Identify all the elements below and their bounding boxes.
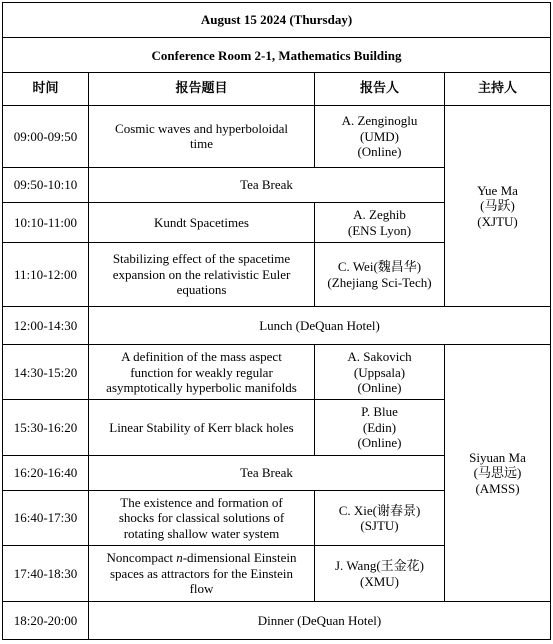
column-header-speaker: 报告人: [315, 73, 445, 105]
talk-title: Cosmic waves and hyperboloidal time: [89, 105, 315, 167]
time-cell: 16:20-16:40: [3, 455, 89, 490]
chair-cell: Siyuan Ma (马思远) (AMSS): [445, 345, 551, 602]
column-header-time: 时间: [3, 73, 89, 105]
table-row: [3, 306, 551, 344]
speaker-cell: C. Xie(谢春景) (SJTU): [315, 491, 445, 546]
speaker-cell: A. Zeghib (ENS Lyon): [315, 203, 445, 243]
talk-title: Linear Stability of Kerr black holes: [89, 400, 315, 455]
talk-title: The existence and formation of shocks for classical solutions of rotating shallow water system: [89, 491, 315, 546]
time-cell: 16:40-17:30: [3, 491, 89, 546]
schedule-table: [2, 2, 551, 640]
lunch-cell: Lunch (DeQuan Hotel): [89, 306, 551, 344]
time-cell: 17:40-18:30: [3, 546, 89, 601]
time-cell: 14:30-15:20: [3, 345, 89, 400]
table-row: [3, 105, 551, 167]
column-header-title: 报告题目: [89, 73, 315, 105]
talk-title-math: n: [176, 550, 183, 566]
room-header: Conference Room 2-1, Mathematics Building: [3, 38, 551, 73]
talk-title-end: -dimensional Einstein spaces as attractors for the Einstein flow: [109, 550, 297, 597]
talk-title: A definition of the mass aspect function for weakly regular asymptotically hyperbolic manifolds: [89, 345, 315, 400]
column-header-chair: 主持人: [445, 73, 551, 105]
time-cell: 09:50-10:10: [3, 168, 89, 203]
speaker-cell: A. Sakovich (Uppsala) (Online): [315, 345, 445, 400]
speaker-cell: A. Zenginoglu (UMD) (Online): [315, 105, 445, 167]
table-row: [3, 345, 551, 400]
time-cell: 09:00-09:50: [3, 105, 89, 167]
speaker-cell: C. Wei(魏昌华) (Zhejiang Sci-Tech): [315, 243, 445, 306]
table-row: [3, 601, 551, 639]
chair-cell: Yue Ma (马跃) (XJTU): [445, 105, 551, 306]
time-cell: 11:10-12:00: [3, 243, 89, 306]
break-cell: Tea Break: [89, 168, 445, 203]
time-cell: 12:00-14:30: [3, 306, 89, 344]
talk-title: Stabilizing effect of the spacetime expansion on the relativistic Euler equations: [89, 243, 315, 306]
time-cell: 10:10-11:00: [3, 203, 89, 243]
talk-title-start: Noncompact: [106, 550, 177, 566]
time-cell: 18:20-20:00: [3, 601, 89, 639]
talk-title: [89, 546, 315, 601]
speaker-cell: J. Wang(王金花) (XMU): [315, 546, 445, 601]
date-header: August 15 2024 (Thursday): [3, 3, 551, 38]
time-cell: 15:30-16:20: [3, 400, 89, 455]
break-cell: Tea Break: [89, 455, 445, 490]
speaker-cell: P. Blue (Edin) (Online): [315, 400, 445, 455]
dinner-cell: Dinner (DeQuan Hotel): [89, 601, 551, 639]
talk-title: Kundt Spacetimes: [89, 203, 315, 243]
